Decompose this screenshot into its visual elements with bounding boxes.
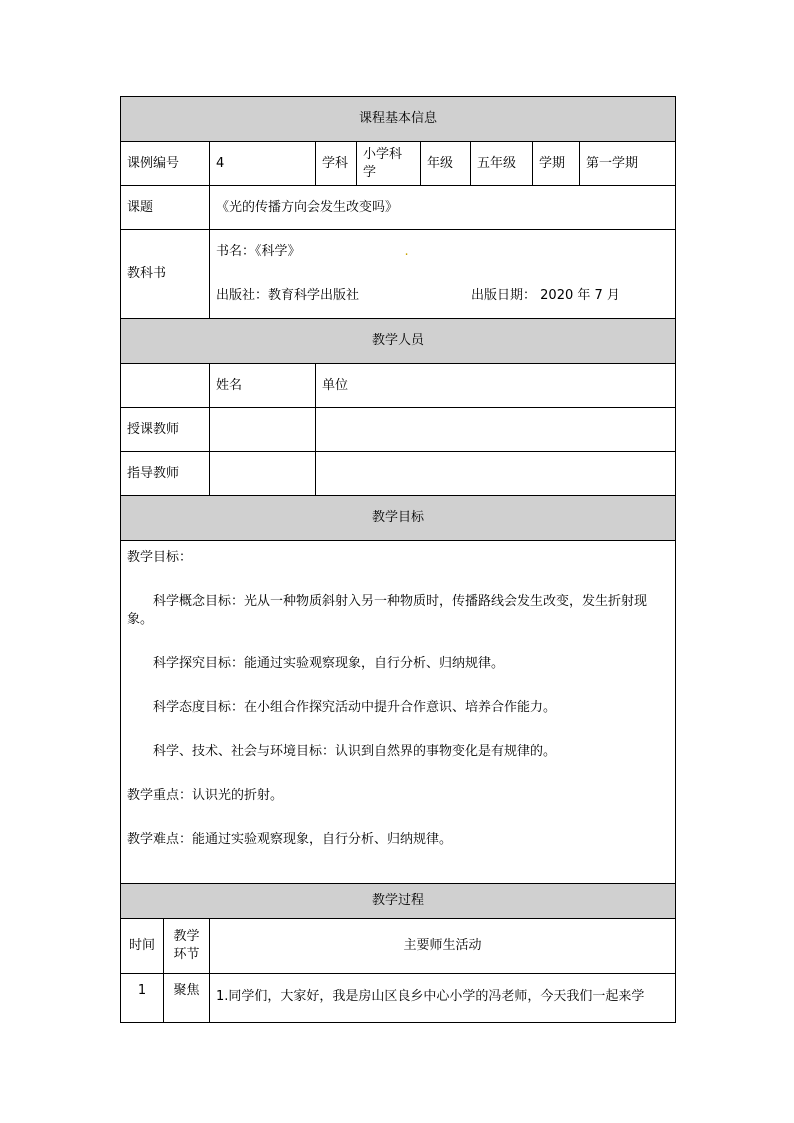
inquiry-objective: 科学探究目标：能通过实验观察现象，自行分析、归纳规律。	[153, 656, 505, 671]
case-number-value: 4	[210, 142, 316, 186]
objectives-content	[121, 541, 676, 884]
key-point: 教学重点：认识光的折射。	[127, 788, 284, 803]
publisher-line	[216, 274, 669, 318]
process-time-cell: 1	[121, 974, 164, 1023]
decorative-dot: .	[404, 244, 409, 259]
time-column-header: 时间	[121, 919, 164, 974]
staff-blank-cell	[121, 364, 210, 408]
subject-label: 学科	[316, 142, 357, 186]
objectives-heading: 教学目标：	[127, 550, 193, 565]
concept-objective: 科学概念目标：光从一种物质斜射入另一种物质时，传播路线会发生改变，发生折射现象。	[127, 594, 648, 627]
book-name-line	[216, 230, 669, 274]
term-value: 第一学期	[580, 142, 676, 186]
textbook-label: 教科书	[121, 230, 210, 319]
unit-column-header: 单位	[316, 364, 676, 408]
staff-header: 教学人员	[121, 319, 676, 364]
grade-label: 年级	[421, 142, 471, 186]
grade-value: 五年级	[471, 142, 533, 186]
name-column-header: 姓名	[210, 364, 316, 408]
case-number-label: 课例编号	[121, 142, 210, 186]
process-header: 教学过程	[121, 884, 676, 919]
publication-date: 出版日期： 2020 年 7 月	[471, 288, 620, 303]
lesson-plan-table	[120, 96, 676, 1023]
teacher-name-cell	[210, 408, 316, 452]
mentor-name-cell	[210, 452, 316, 496]
mentor-unit-cell	[316, 452, 676, 496]
lesson-plan-document	[120, 96, 675, 1023]
topic-label: 课题	[121, 186, 210, 230]
publisher: 出版社：教育科学出版社	[216, 288, 360, 303]
activity-column-header: 主要师生活动	[210, 919, 676, 974]
subject-value: 小学科学	[357, 142, 421, 186]
teacher-unit-cell	[316, 408, 676, 452]
mentor-label: 指导教师	[121, 452, 210, 496]
process-activity-cell: 1.同学们，大家好，我是房山区良乡中心小学的冯老师，今天我们一起来学	[210, 974, 676, 1023]
textbook-info	[210, 230, 676, 319]
sts-objective: 科学、技术、社会与环境目标：认识到自然界的事物变化是有规律的。	[153, 744, 557, 759]
process-stage-cell: 聚焦	[164, 974, 210, 1023]
basic-info-header: 课程基本信息	[121, 97, 676, 142]
topic-value: 《光的传播方向会发生改变吗》	[210, 186, 676, 230]
book-name: 书名：《科学》	[216, 244, 301, 259]
attitude-objective: 科学态度目标：在小组合作探究活动中提升合作意识、培养合作能力。	[153, 700, 557, 715]
stage-column-header: 教学环节	[164, 919, 210, 974]
difficulty-point: 教学难点：能通过实验观察现象，自行分析、归纳规律。	[127, 832, 453, 847]
term-label: 学期	[533, 142, 580, 186]
teacher-label: 授课教师	[121, 408, 210, 452]
objectives-header: 教学目标	[121, 496, 676, 541]
